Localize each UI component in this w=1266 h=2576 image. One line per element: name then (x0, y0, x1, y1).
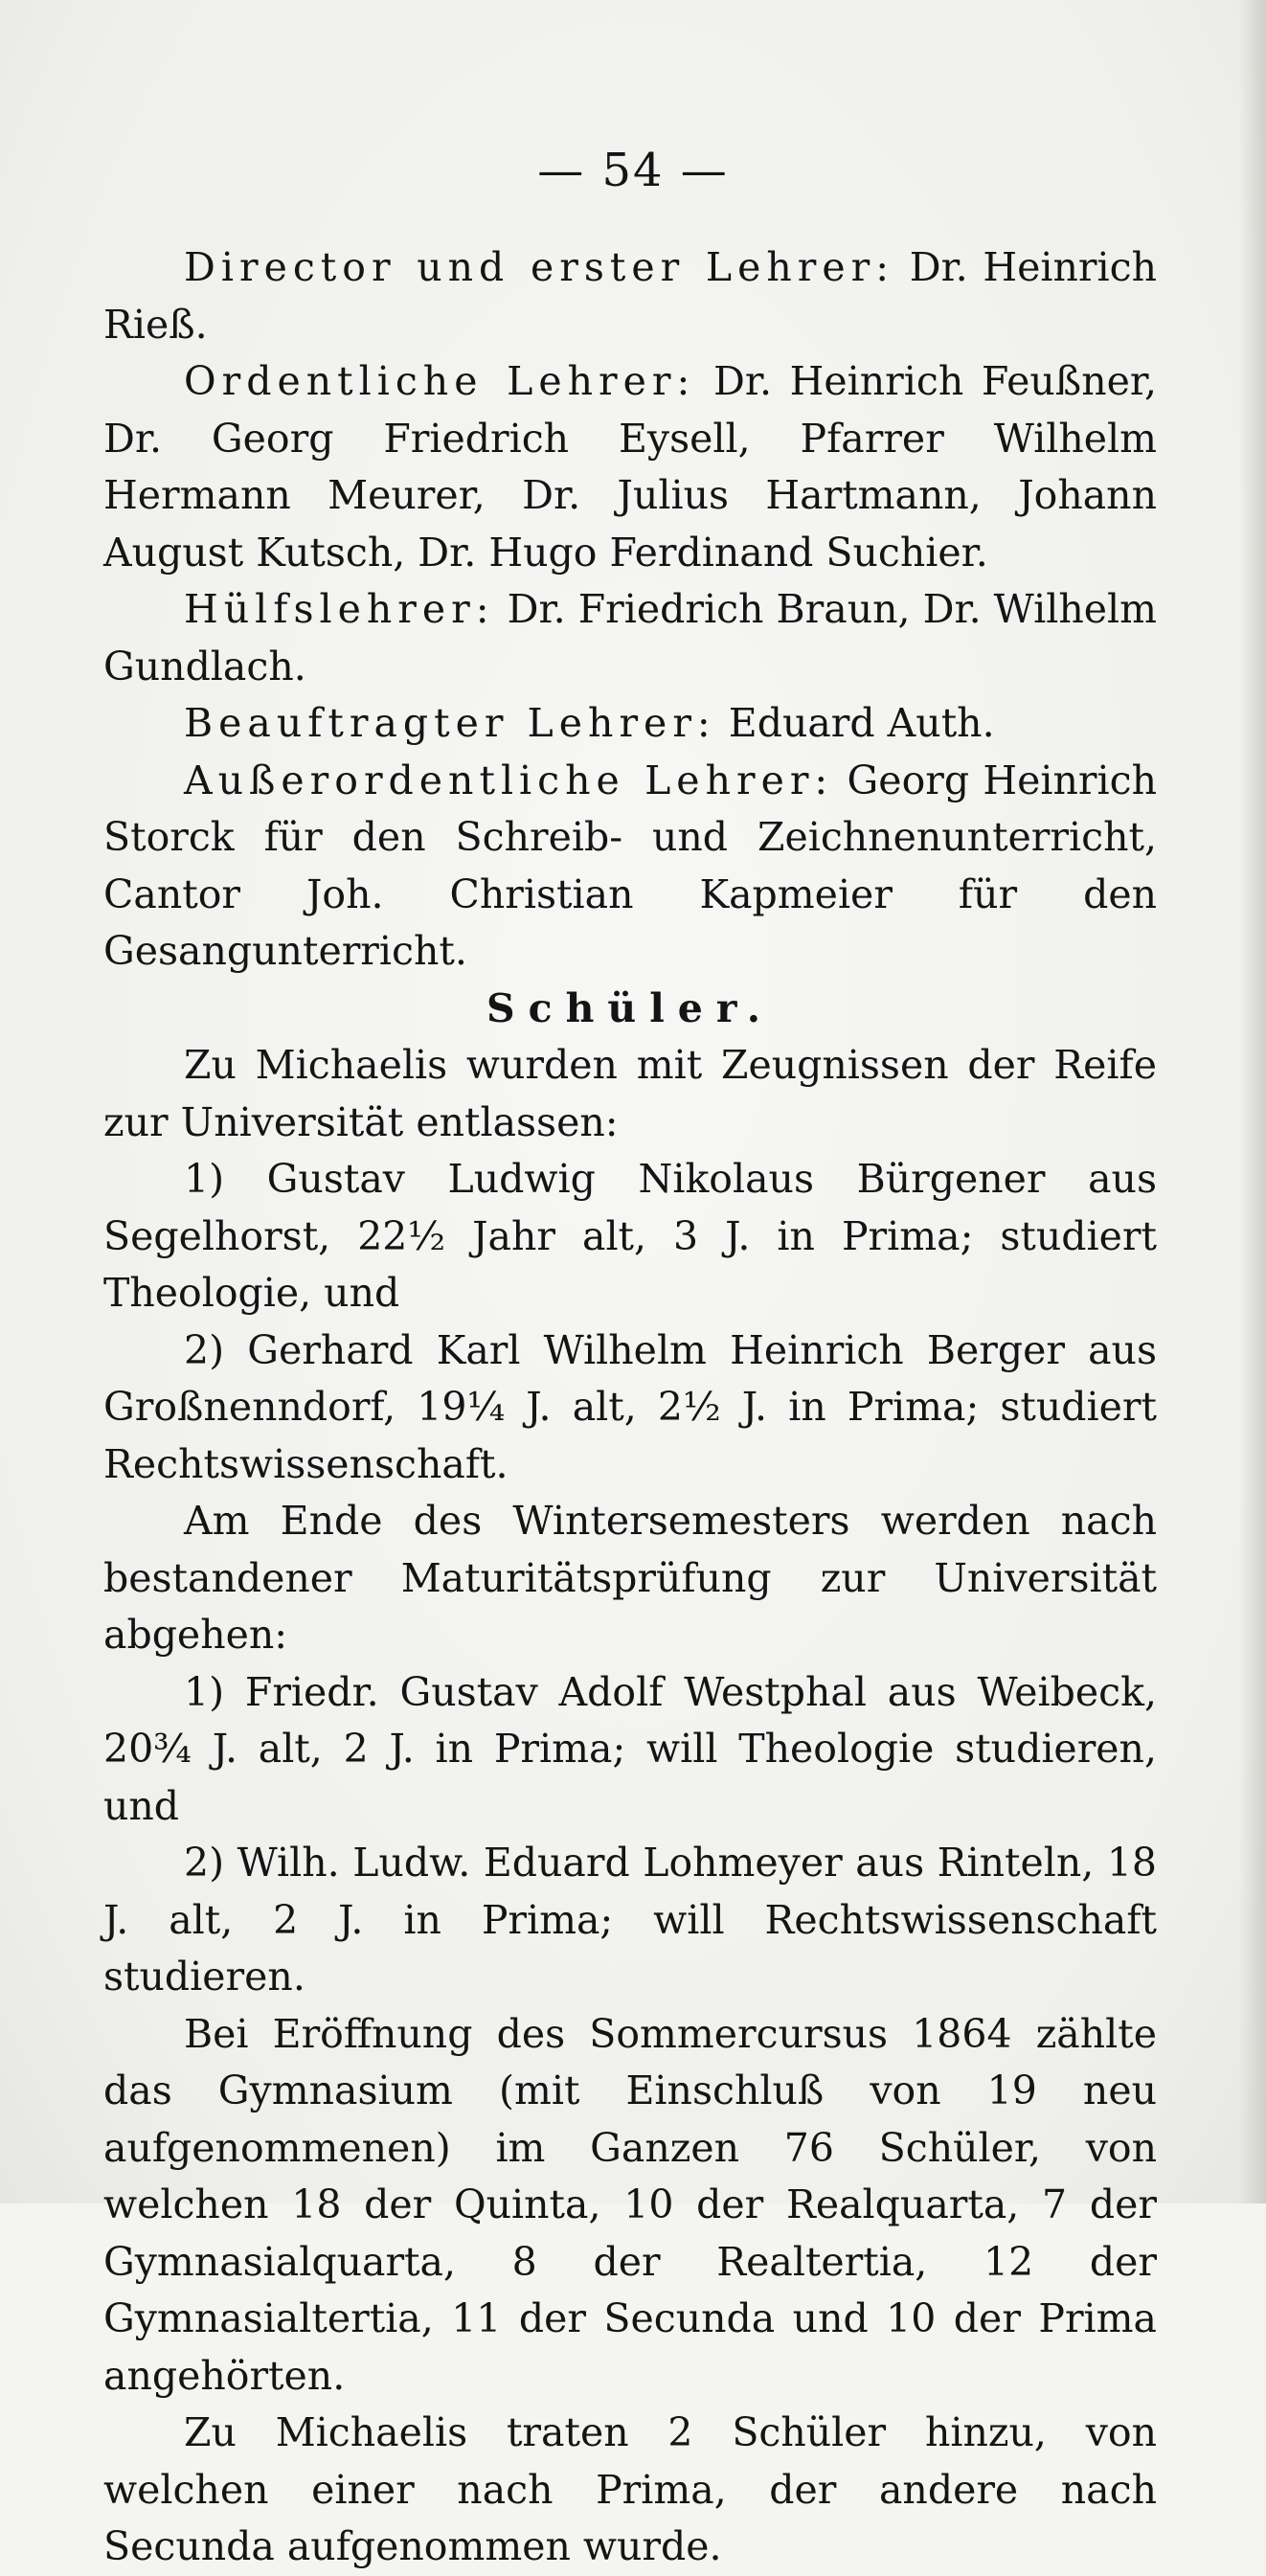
huelfslehrer-label: Hülfslehrer: (184, 586, 495, 632)
michaelis-intro: Zu Michaelis wurden mit Zeugnissen der Reife zur Universität entlassen: (103, 1042, 1157, 1145)
ordentliche-lehrer-paragraph (103, 353, 1157, 581)
winter-intro: Am Ende des Wintersemesters werden nach bestandener Maturitätsprüfung zur Universität abgehen: (103, 1498, 1157, 1658)
beauftragter-lehrer-name: Eduard Auth. (728, 700, 995, 746)
ausserordentliche-lehrer-names: Georg Heinrich Storck für den Schreib- und Zeichnenunterricht, Cantor Joh. Christian Kapmeier für den Gesangunterricht. (103, 757, 1157, 974)
page-number: — 54 — (537, 144, 729, 197)
beauftragter-lehrer-paragraph (103, 695, 1157, 753)
michaelis-graduate-1: 1) Gustav Ludwig Nikolaus Bürgener aus Segelhorst, 22½ Jahr alt, 3 J. in Prima; studiert Theologie, und (103, 1156, 1157, 1316)
ordentliche-lehrer-names: Dr. Heinrich Feußner, Dr. Georg Friedrich Eysell, Pfarrer Wilhelm Hermann Meurer, Dr. Julius Hartmann, Johann August Kutsch, Dr. Hugo Ferdinand Suchier. (103, 358, 1157, 576)
ordentliche-lehrer-label: Ordentliche Lehrer: (184, 358, 696, 404)
winter-graduate-2: 2) Wilh. Ludw. Eduard Lohmeyer aus Rinteln, 18 J. alt, 2 J. in Prima; will Rechtswissenschaft studieren. (103, 1840, 1157, 2000)
director-paragraph (103, 239, 1157, 353)
huelfslehrer-names: Dr. Friedrich Braun, Dr. Wilhelm Gundlach. (103, 586, 1157, 689)
section-heading-schueler: Schüler. (486, 984, 774, 1031)
michaelis-additions: Zu Michaelis traten 2 Schüler hinzu, von welchen einer nach Prima, der andere nach Secunda aufgenommen wurde. (103, 2409, 1157, 2569)
page-body (103, 239, 1157, 2576)
director-name: Dr. Heinrich Rieß. (103, 244, 1157, 348)
winter-graduate-1: 1) Friedr. Gustav Adolf Westphal aus Weibeck, 20¾ J. alt, 2 J. in Prima; will Theologie studieren, und (103, 1668, 1157, 1829)
beauftragter-lehrer-label: Beauftragter Lehrer: (184, 700, 716, 746)
michaelis-graduate-2: 2) Gerhard Karl Wilhelm Heinrich Berger aus Großnenndorf, 19¼ J. alt, 2½ J. in Prima; studiert Rechtswissenschaft. (103, 1326, 1157, 1487)
huelfslehrer-paragraph (103, 581, 1157, 695)
enrollment-summary: Bei Eröffnung des Sommercursus 1864 zählte das Gymnasium (mit Einschluß von 19 neu aufgenommenen) im Ganzen 76 Schüler, von welchen 18 der Quinta, 10 der Realquarta, 7 der Gymnasialquarta, 8 der Realtertia, 12 der Gymnasialtertia, 11 der Secunda und 10 der Prima angehörten. (103, 2010, 1157, 2399)
page-edge-shadow (1239, 0, 1266, 2203)
director-label: Director und erster Lehrer: (184, 244, 895, 290)
ausserordentliche-lehrer-label: Außerordentliche Lehrer: (184, 757, 834, 803)
ausserordentliche-lehrer-paragraph (103, 753, 1157, 981)
